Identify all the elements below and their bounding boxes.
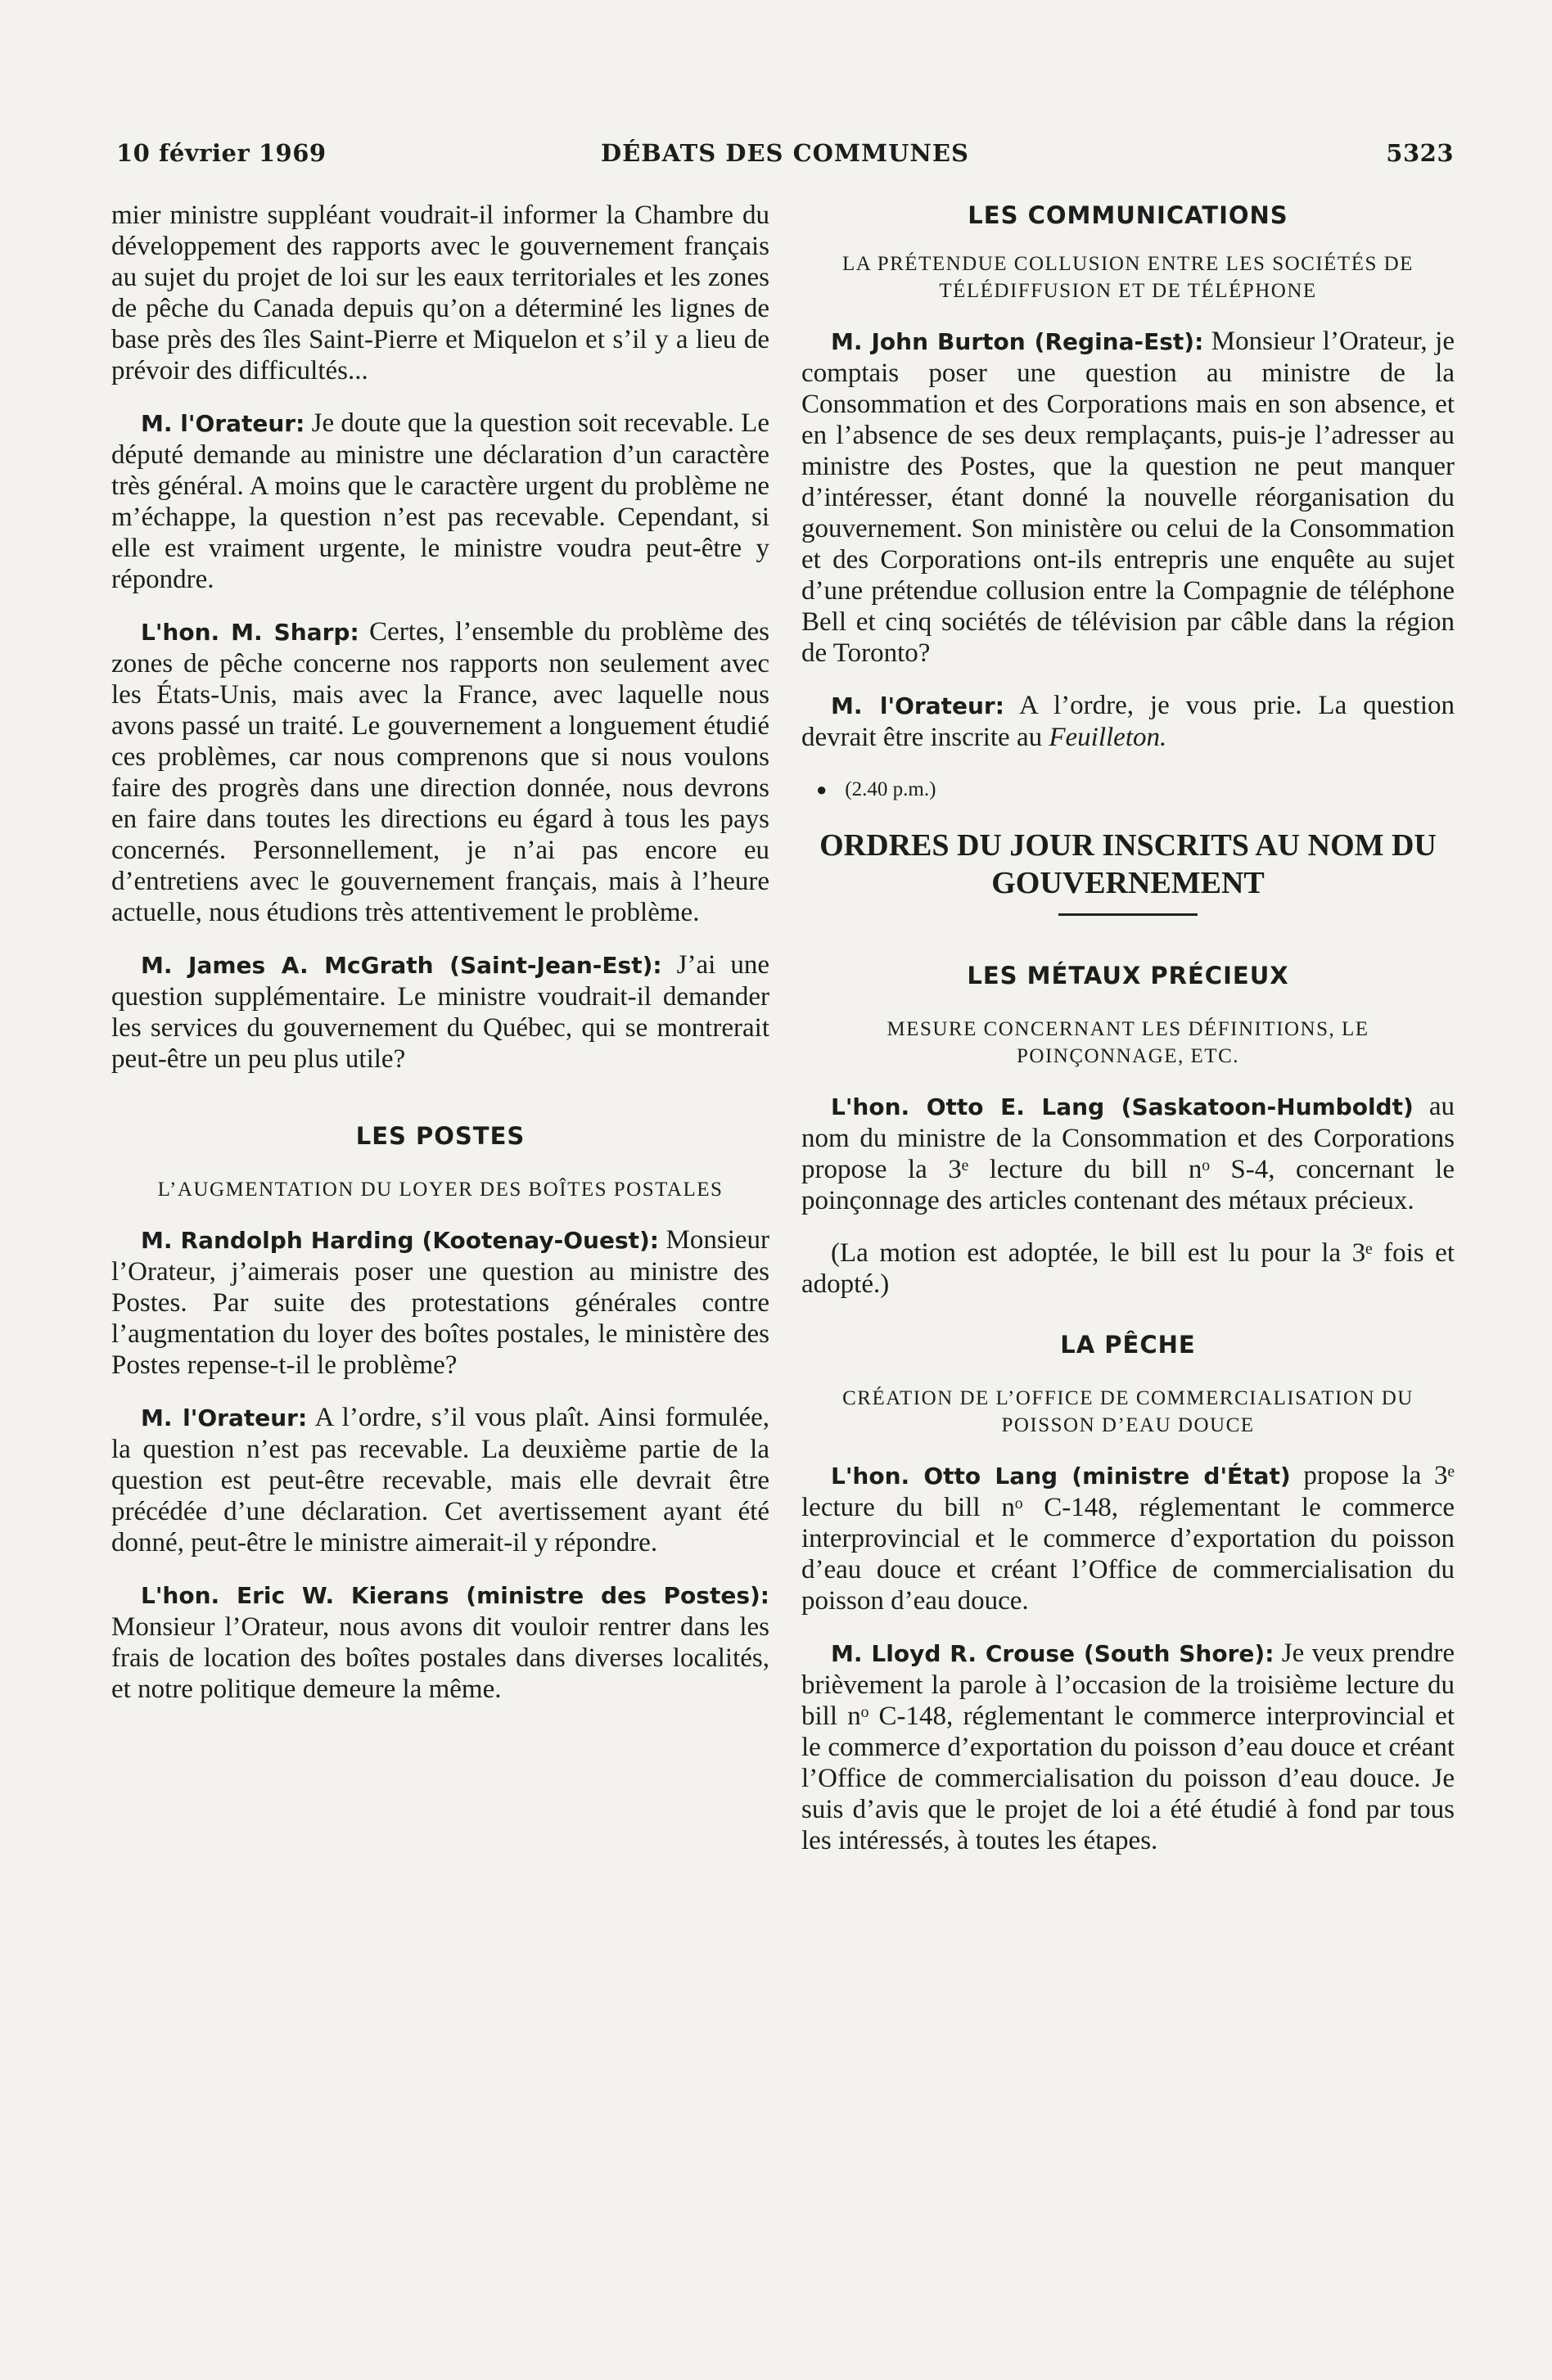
section-heading: LES MÉTAUX PRÉCIEUX [967, 962, 1289, 989]
paragraph [111, 616, 769, 928]
speech-text: J’ai une question supplémentaire. Le ministre voudrait-il demander les services du gouvernement du Québec, qui se montrerait peut-être un peu plus utile? [111, 950, 770, 1074]
speech-text: propose la 3ᵉ lecture du bill nᵒ C-148, réglementant le commerce interprovincial et le commerce d’exportation du poisson d’eau douce et créant l’Office de commercialisation du poisson d’eau douce. [801, 1461, 1455, 1616]
paragraph: mier ministre suppléant voudrait-il informer la Chambre du développement des rapports avec le gouvernement français au sujet du projet de loi sur les eaux territoriales et les zones de pêche du Canada depuis qu’on a déterminé les lignes de base près des îles Saint-Pierre et Miquelon et s’il y a lieu de prévoir des difficultés... [111, 201, 769, 385]
speaker-name: M. Randolph Harding (Kootenay-Ouest): [141, 1227, 659, 1254]
speech-text: Je veux prendre brièvement la parole à l’occasion de la troisième lecture du bill nᵒ C-148, réglementant le commerce interprovincial et le commerce d’exportation du poisson d’eau douce et créant l’Office de commercialisation du poisson d’eau douce. Je suis d’avis que le projet de loi a été étudié à fond par tous les intéressés, à toutes les étapes. [801, 1639, 1455, 1855]
speech-text: Certes, l’ensemble du problème des zones de pêche concerne nos rapports non seulement avec les États-Unis, mais avec la France, avec laquelle nous avons passé un traité. Le gouvernement a longuement étudié ces problèmes, car nous comprenons que si nous voulons faire des progrès dans une direction donnée, nous devrons en faire dans toutes les directions eu égard à tous les pays concernés. Personnellement, je n’ai pas encore eu d’entretiens avec le gouvernement français, mais à l’heure actuelle, nous étudions très attentivement le problème. [111, 617, 769, 927]
speaker-name: M. l'Orateur: [141, 1404, 308, 1431]
italic-text: Feuilleton. [1049, 723, 1167, 752]
speaker-name: M. John Burton (Regina-Est): [831, 328, 1204, 355]
section-subheading: LA PRÉTENDUE COLLUSION ENTRE LES SOCIÉTÉS DE TÉLÉDIFFUSION ET DE TÉLÉPHONE [842, 253, 1414, 302]
speech-text: A l’ordre, je vous prie. La question devrait être inscrite au [801, 691, 1455, 752]
divider [1058, 913, 1198, 916]
motion-note: (La motion est adoptée, le bill est lu pour la 3ᵉ fois et adopté.) [801, 1238, 1455, 1299]
paragraph [111, 1402, 769, 1558]
paragraph [111, 1224, 769, 1381]
speaker-name: M. l'Orateur: [831, 692, 1004, 719]
speaker-name: M. l'Orateur: [141, 410, 305, 437]
speaker-name: L'hon. Otto E. Lang (Saskatoon-Humboldt) [831, 1093, 1414, 1120]
paragraph [111, 1580, 769, 1705]
page-number: 5323 [1386, 139, 1454, 167]
speech-text: Monsieur l’Orateur, je comptais poser une question au ministre de la Consommation et des Corporations mais en son absence, et en l’absence de ses deux remplaçants, puis-je l’adresser au ministre des Postes, que la question ne peut manquer d’intéresser, étant donné la nouvelle réorganisation du gouvernement. Son ministère ou celui de la Consommation et des Corporations ont-ils entrepris une enquête au sujet d’une prétendue collusion entre la Compagnie de téléphone Bell et cinq sociétés de télévision par câble dans la région de Toronto? [801, 327, 1455, 668]
header-title: DÉBATS DES COMMUNES [601, 139, 969, 167]
header-date: 10 février 1969 [116, 139, 327, 167]
main-heading: ORDRES DU JOUR INSCRITS AU NOM DU GOUVERNEMENT [819, 828, 1437, 900]
speech-text: Je doute que la question soit recevable. Le député demande au ministre une déclaration d’un caractère très général. A moins que le caractère urgent du problème ne m’échappe, la question n’est pas recevable. Cependant, si elle est vraiment urgente, le ministre voudra peut-être y répondre. [111, 408, 769, 594]
speech-text: Monsieur l’Orateur, nous avons dit vouloir rentrer dans les frais de location des boîtes postales dans diverses localités, et notre politique demeure la même. [111, 1612, 769, 1704]
section-subheading: MESURE CONCERNANT LES DÉFINITIONS, LE POINÇONNAGE, ETC. [887, 1018, 1369, 1067]
right-column [801, 200, 1455, 1877]
bullet-icon: ● [816, 779, 828, 800]
speaker-name: L'hon. Eric W. Kierans (ministre des Postes): [141, 1582, 769, 1609]
speech-text: au nom du ministre de la Consommation et des Corporations propose la 3ᵉ lecture du bill nᵒ S-4, concernant le poinçonnage des articles contenant des métaux précieux. [801, 1092, 1455, 1215]
paragraph [801, 1460, 1455, 1616]
time-marker [801, 774, 1455, 805]
paragraph [801, 690, 1455, 753]
paragraph [111, 408, 769, 595]
paragraph [801, 326, 1455, 669]
speech-text: A l’ordre, s’il vous plaît. Ainsi formulée, la question n’est pas recevable. La deuxième partie de la question est peut-être recevable, mais elle devrait être précédée d’une déclaration. Cet avertissement ayant été donné, peut-être le ministre aimerait-il y répondre. [111, 1403, 769, 1557]
paragraph [801, 1638, 1455, 1856]
speaker-name: M. Lloyd R. Crouse (South Shore): [831, 1640, 1275, 1667]
paragraph [801, 1091, 1455, 1216]
section-subheading: CRÉATION DE L’OFFICE DE COMMERCIALISATION DU POISSON D’EAU DOUCE [842, 1387, 1414, 1436]
paragraph [111, 949, 769, 1075]
section-subheading: L’AUGMENTATION DU LOYER DES BOÎTES POSTALES [157, 1179, 724, 1201]
speaker-name: M. James A. McGrath (Saint-Jean-Est): [141, 952, 662, 979]
section-heading: LES COMMUNICATIONS [968, 201, 1288, 229]
page-header [116, 139, 1454, 172]
speech-text: Monsieur l’Orateur, j’aimerais poser une question au ministre des Postes. Par suite des protestations générales contre l’augmentation du loyer des boîtes postales, le ministère des Postes repense-t-il le problème? [111, 1225, 770, 1380]
speaker-name: L'hon. M. Sharp: [141, 619, 359, 646]
left-column [111, 200, 769, 1726]
section-heading: LES POSTES [355, 1122, 526, 1150]
section-heading: LA PÊCHE [1060, 1331, 1196, 1359]
speaker-name: L'hon. Otto Lang (ministre d'État) [831, 1463, 1291, 1490]
time-text: (2.40 p.m.) [845, 778, 936, 800]
